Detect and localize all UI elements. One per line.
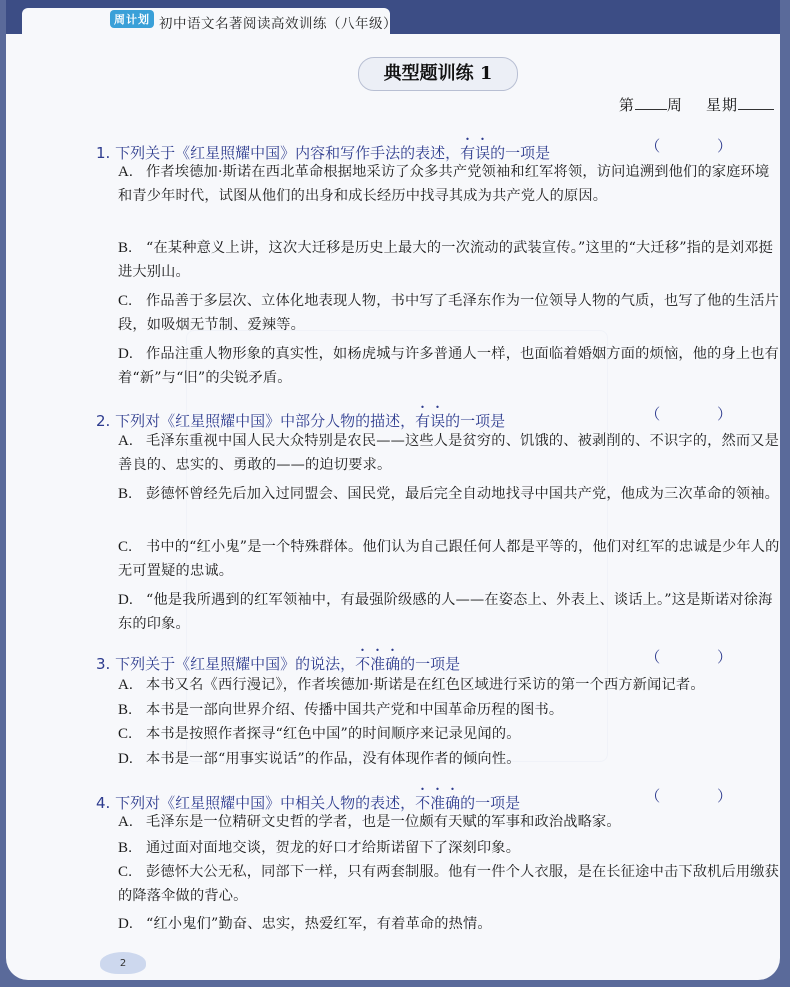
question-1-stem [96, 135, 550, 163]
question-3-option-a [118, 673, 780, 697]
option-text: 毛泽东是一位精研文史哲的学者，也是一位颇有天赋的军事和政治战略家。 [146, 814, 621, 830]
option-letter: C. [118, 539, 133, 555]
option-text: 作品善于多层次、立体化地表现人物，书中写了毛泽东作为一位领导人物的气质，也写了他的生活片段，如吸烟无节制、爱辣等。 [118, 293, 780, 333]
question-2-stem [96, 403, 505, 431]
option-letter: D. [118, 592, 133, 608]
question-2-answer-paren[interactable]: （ ） [645, 405, 758, 423]
date-fill-row [619, 94, 774, 115]
option-letter: A. [118, 433, 133, 449]
question-3-stem [96, 646, 460, 674]
question-1-emphasis: 有误 [460, 144, 491, 162]
question-1-stem-prefix: 1. 下列关于《红星照耀中国》内容和写作手法的表述， [96, 144, 461, 162]
option-text: 通过面对面地交谈，贺龙的好口才给斯诺留下了深刻印象。 [146, 840, 521, 856]
question-2-option-d [118, 588, 780, 636]
option-text: 书中的“红小鬼”是一个特殊群体。他们认为自己跟任何人都是平等的，他们对红军的忠诚是少年人的无可置疑的忠诚。 [118, 539, 780, 579]
question-3-stem-prefix: 3. 下列关于《红星照耀中国》的说法， [96, 655, 356, 673]
question-3-option-b [118, 698, 780, 722]
weekday-label: 星期 [705, 96, 738, 114]
question-2-stem-suffix: 的一项是 [445, 412, 506, 430]
question-4-stem [96, 785, 520, 813]
question-2-option-c [118, 535, 780, 583]
question-4-option-d [118, 912, 780, 936]
option-letter: D. [118, 916, 133, 932]
question-2-stem-prefix: 2. 下列对《红星照耀中国》中部分人物的描述， [96, 412, 416, 430]
option-letter: C. [118, 864, 133, 880]
week-suffix: 周 [666, 96, 683, 114]
option-letter: B. [118, 486, 133, 502]
option-letter: B. [118, 702, 133, 718]
option-letter: C. [118, 293, 133, 309]
week-number-blank[interactable] [635, 95, 667, 110]
page [6, 0, 780, 980]
question-3-option-c [118, 722, 780, 746]
question-4-option-b [118, 836, 780, 860]
option-text: 毛泽东重视中国人民大众特别是农民——这些人是贫穷的、饥饿的、被剥削的、不识字的，然而又是善良的、忠实的、勇敢的——的迫切要求。 [118, 433, 780, 473]
option-letter: A. [118, 814, 133, 830]
option-letter: D. [118, 751, 133, 767]
question-4-stem-prefix: 4. 下列对《红星照耀中国》中相关人物的表述， [96, 794, 416, 812]
question-1-answer-paren[interactable]: （ ） [645, 137, 758, 155]
option-letter: A. [118, 164, 133, 180]
option-letter: D. [118, 346, 133, 362]
option-text: 本书是一部“用事实说话”的作品，没有体现作者的倾向性。 [146, 751, 521, 767]
option-letter: B. [118, 240, 133, 256]
question-2-emphasis: 有误 [415, 412, 446, 430]
question-3-answer-paren[interactable]: （ ） [645, 648, 758, 666]
option-text: 本书又名《西行漫记》，作者埃德加·斯诺是在红色区域进行采访的第一个西方新闻记者。 [146, 677, 705, 693]
section-title: 典型题训练 1 [358, 57, 518, 91]
question-3-emphasis: 不准确 [355, 655, 401, 673]
page-number: 2 [100, 952, 146, 974]
question-4-option-a [118, 810, 780, 834]
series-title: 初中语文名著阅读高效训练（八年级） [159, 16, 397, 32]
option-text: 本书是按照作者探寻“红色中国”的时间顺序来记录见闻的。 [146, 726, 521, 742]
option-text: 彭德怀曾经先后加入过同盟会、国民党，最后完全自动地找寻中国共产党，他成为三次革命的领袖。 [146, 486, 780, 502]
option-text: “他是我所遇到的红军领袖中，有最强阶级感的人——在姿态上、外表上、谈话上。”这是斯诺对徐海东的印象。 [118, 592, 773, 632]
option-letter: C. [118, 726, 133, 742]
option-letter: B. [118, 840, 133, 856]
option-text: 本书是一部向世界介绍、传播中国共产党和中国革命历程的图书。 [146, 702, 564, 718]
question-2-option-a [118, 429, 780, 477]
series-logo: 周计划 [110, 10, 154, 28]
question-4-stem-suffix: 的一项是 [460, 794, 521, 812]
option-text: 彭德怀大公无私，同部下一样，只有两套制服。他有一件个人衣服，是在长征途中击下敌机后用缴获的降落伞做的背心。 [118, 864, 780, 904]
question-1-stem-suffix: 的一项是 [490, 144, 551, 162]
question-3-option-d [118, 747, 780, 771]
option-letter: A. [118, 677, 133, 693]
option-text: 作品注重人物形象的真实性，如杨虎城与许多普通人一样，也面临着婚姻方面的烦恼，他的身上也有着“新”与“旧”的尖锐矛盾。 [118, 346, 780, 386]
question-4-answer-paren[interactable]: （ ） [645, 787, 758, 805]
question-4-emphasis: 不准确 [415, 794, 461, 812]
weekday-blank[interactable] [738, 95, 774, 110]
question-4-option-c [118, 860, 780, 908]
option-text: 作者埃德加·斯诺在西北革命根据地采访了众多共产党领袖和红军将领，访问追溯到他们的家庭环境和青少年时代，试图从他们的出身和成长经历中找寻其成为共产党人的原因。 [118, 164, 770, 204]
question-1-option-c [118, 289, 780, 337]
question-1-option-b [118, 236, 780, 284]
week-prefix: 第 [618, 96, 635, 114]
question-2-option-b [118, 482, 780, 506]
option-text: “在某种意义上讲，这次大迁移是历史上最大的一次流动的武装宣传。”这里的“大迁移”指的是刘邓挺进大别山。 [118, 240, 773, 280]
question-3-stem-suffix: 的一项是 [400, 655, 461, 673]
question-1-option-a [118, 160, 780, 208]
question-1-option-d [118, 342, 780, 390]
option-text: “红小鬼们”勤奋、忠实，热爱红军，有着革命的热情。 [146, 916, 492, 932]
